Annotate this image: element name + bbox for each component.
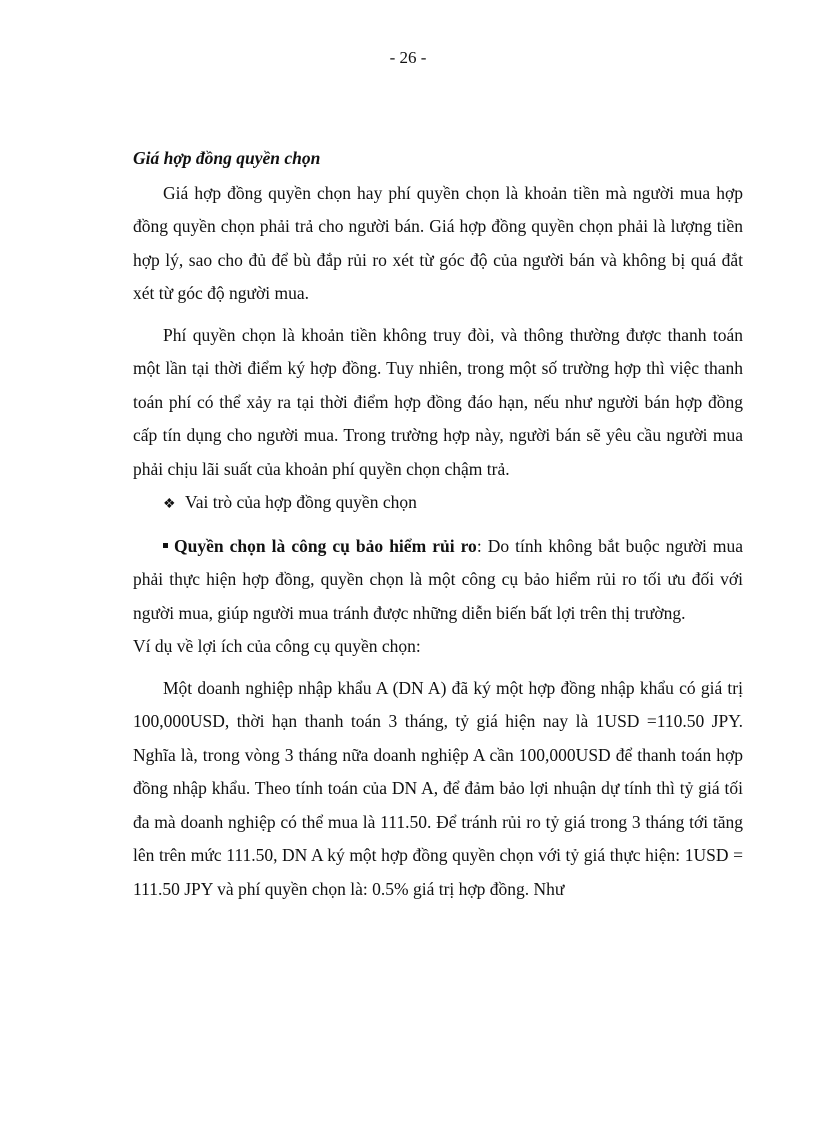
paragraph-option-price: Giá hợp đồng quyền chọn hay phí quyền chọn là khoản tiền mà người mua hợp đồng quyền chọn phải trả cho người bán. Giá hợp đồng quyền chọn phải là lượng tiền hợp lý, sao cho đủ để bù đắp rủi ro xét từ góc độ của người bán và không bị quá đắt xét từ góc độ người mua. [133, 182, 743, 303]
role-item-title: Quyền chọn là công cụ bảo hiểm rủi ro [174, 535, 477, 556]
bullet-heading [133, 486, 743, 522]
paragraph-example: Một doanh nghiệp nhập khẩu A (DN A) đã ký một hợp đồng nhập khẩu có giá trị 100,000USD, thời hạn thanh toán 3 tháng, tỷ giá hiện nay là 1USD =110.50 JPY. Nghĩa là, trong vòng 3 tháng nữa doanh nghiệp A cần 100,000USD để thanh toán hợp đồng nhập khẩu. Theo tính toán của DN A, để đảm bảo lợi nhuận dự tính thì tỷ giá tối đa mà doanh nghiệp có thể mua là 111.50. Để tránh rủi ro tỷ giá trong 3 tháng tới tăng lên trên mức 111.50, DN A ký một hợp đồng quyền chọn với tỷ giá thực hiện: 1USD = 111.50 JPY và phí quyền chọn là: 0.5% giá trị hợp đồng. Như [133, 677, 743, 899]
diamond-bullet-icon: ❖ [163, 497, 176, 512]
page-number: - 26 - [389, 48, 427, 67]
bullet-heading-text: Vai trò của hợp đồng quyền chọn [185, 492, 417, 512]
example-label: Ví dụ về lợi ích của công cụ quyền chọn: [133, 636, 421, 656]
paragraph-option-premium: Phí quyền chọn là khoản tiền không truy đòi, và thông thường được thanh toán một lần tại thời điểm ký hợp đồng. Tuy nhiên, trong một số trường hợp thì việc thanh toán phí có thể xảy ra tại thời điểm hợp đồng đáo hạn, nếu như người bán hợp đồng cấp tín dụng cho người mua. Trong trường hợp này, người bán sẽ yêu cầu người mua phải chịu lãi suất của khoản phí quyền chọn chậm trả. [133, 324, 743, 479]
section-heading: Giá hợp đồng quyền chọn [133, 148, 321, 168]
square-bullet-icon [163, 543, 168, 548]
role-item [133, 530, 743, 631]
role-item-text: : Do tính không bắt buộc người mua phải thực hiện hợp đồng, quyền chọn là một công cụ bảo hiểm rủi ro tối ưu đối với người mua, giúp người mua tránh được những diễn biến bất lợi trên thị trường. [133, 535, 743, 623]
document-body [133, 142, 743, 906]
